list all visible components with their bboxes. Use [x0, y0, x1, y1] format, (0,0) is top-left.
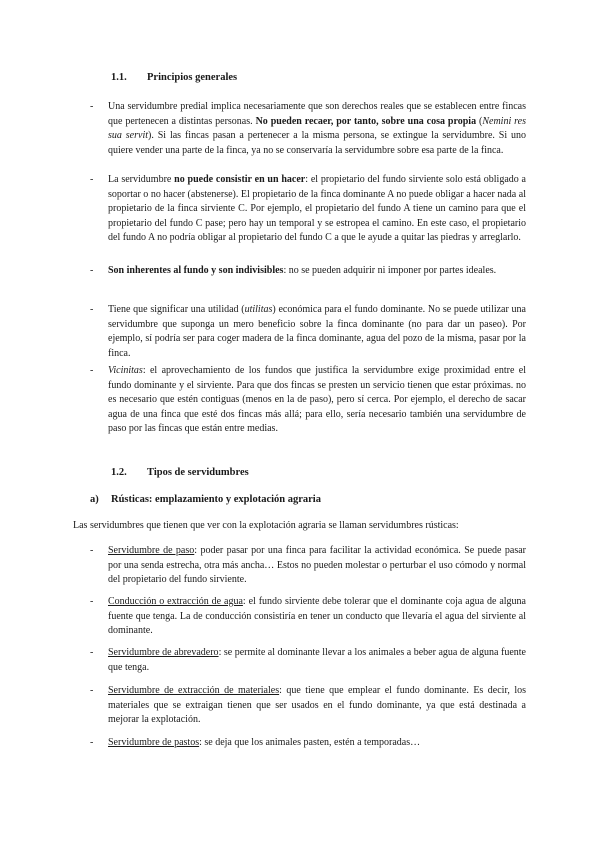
section-title: Principios generales — [147, 72, 238, 83]
list-item — [90, 364, 526, 437]
italic-text: Nemini res sua servit — [108, 115, 526, 142]
bullet-dash: - — [90, 596, 94, 607]
list-item — [90, 173, 526, 246]
underlined-term: Conducción o extracción de agua — [108, 596, 243, 607]
text-run: : que tiene que emplear el fundo dominante. Es decir, los materiales que se extraigan tienen que ser usados en el fundo dominante, ya que está destinada a mejorar la explotación. — [108, 685, 527, 726]
bullet-dash: - — [90, 545, 94, 556]
italic-text: Vicinitas — [108, 365, 143, 376]
text-run: La servidumbre — [108, 174, 175, 185]
list-item — [90, 684, 526, 728]
text-run: Tiene que significar una utilidad ( — [108, 304, 245, 315]
text-run: ) económica para el fundo dominante. No se puede utilizar una servidumbre que suponga un mero beneficio sobre la finca dominante (no para dar un paseo). Por ejemplo, sí podría ser para coger madera de la finca dominante, agua del pozo de la misma, pasar por la finca. — [108, 304, 526, 359]
bullet-dash: - — [90, 737, 94, 748]
italic-text: utilitas — [244, 304, 273, 315]
bullet-dash: - — [90, 647, 94, 658]
section-number: 1.2. — [111, 467, 127, 478]
list-item-text — [108, 544, 526, 588]
text-run: : el propietario del fundo sirviente solo está obligado a soportar o no hacer (abstenerse). El propietario de la finca dominante A no puede obligar a hacer nada al propietario de la finca sirviente C. Por ejemplo, el propietario del fundo A tiene un camino para que el propietario del fundo C pase; pero hay un temporal y se estropea el camino. En este caso, el propietario del fundo A no podría obligar al propietario del fundo C a que le ayude a quitar las piedras y arreglarlo. — [108, 174, 526, 244]
list-item — [90, 264, 526, 279]
text-run: : no se pueden adquirir ni imponer por partes ideales. — [283, 265, 497, 276]
list-item — [90, 303, 526, 361]
list-item-text — [108, 684, 526, 728]
bold-text: no puede consistir en un hacer — [174, 174, 306, 185]
subsection-heading-rusticas — [90, 494, 321, 505]
text-run: ). Si las fincas pasan a pertenecer a la misma persona, se extingue la servidumbre. Si uno quiere vender una parte de la finca, ya no se conservaría la servidumbre sobre esa parte de la finca. — [108, 130, 527, 156]
text-run: : el aprovechamiento de los fundos que justifica la servidumbre exige proximidad entre el fundo dominante y el sirviente. Para que dos fincas se presten un servicio tienen que estar próximas. no es necesario que estén contiguas (menos en la de paso), pero sí cerca. Por ejemplo, el derecho de sacar agua de una finca que esté dos fincas más allá; para ello, sería necesario también una servidumbre de paso por las fincas que están entre medias. — [108, 365, 526, 435]
list-item — [90, 544, 526, 588]
subsection-title: Rústicas: emplazamiento y explotación agraria — [111, 494, 321, 505]
bold-text: No pueden recaer, por tanto, sobre una cosa propia — [255, 115, 477, 127]
list-item — [90, 646, 526, 675]
bullet-dash: - — [90, 685, 94, 696]
underlined-term: Servidumbre de extracción de materiales — [108, 685, 280, 696]
list-item-text — [108, 364, 526, 437]
list-item — [90, 100, 526, 158]
text-run: Una servidumbre predial implica necesariamente que son derechos reales que se establecen entre fincas que pertenecen a distintas personas. — [108, 101, 526, 127]
text-run: : se deja que los animales pasten, estén a temporadas… — [199, 737, 421, 748]
list-item — [90, 736, 526, 751]
list-item-text — [108, 100, 526, 158]
subsection-number: a) — [90, 494, 99, 505]
intro-paragraph: Las servidumbres que tienen que ver con la explotación agraria se llaman servidumbres rústicas: — [73, 520, 459, 531]
underlined-term: Servidumbre de abrevadero — [108, 647, 219, 658]
list-item-text — [108, 264, 526, 279]
list-item-text — [108, 173, 526, 246]
text-run: : poder pasar por una finca para facilitar la actividad económica. Se puede pasar por una senda estrecha, otra más ancha… Estos no pueden molestar o perturbar el uso cómodo y normal del propietario del fundo sirviente. — [108, 545, 526, 586]
underlined-term: Servidumbre de paso — [108, 545, 195, 556]
bold-text: Son inherentes al fundo y son indivisibles — [108, 265, 284, 276]
bullet-dash: - — [90, 265, 94, 276]
text-run: : el fundo sirviente debe tolerar que el dominante coja agua de alguna fuente que tenga. La de conducción consistiría en tener un conducto que llevaría el agua del sirviente al dominante. — [108, 596, 526, 637]
list-item-text — [108, 646, 526, 675]
bullet-dash: - — [90, 101, 94, 112]
section-heading-principios — [111, 72, 237, 83]
bullet-dash: - — [90, 365, 94, 376]
section-title: Tipos de servidumbres — [147, 467, 249, 478]
bullet-dash: - — [90, 174, 94, 185]
list-item-text — [108, 595, 526, 639]
section-heading-tipos — [111, 467, 249, 478]
list-item-text — [108, 736, 526, 751]
list-item — [90, 595, 526, 639]
section-number: 1.1. — [111, 72, 127, 83]
text-run: : se permite al dominante llevar a los animales a beber agua de alguna fuente que tenga. — [108, 647, 526, 673]
list-item-text — [108, 303, 526, 361]
bullet-dash: - — [90, 304, 94, 315]
text-run: ( — [476, 115, 483, 127]
underlined-term: Servidumbre de pastos — [108, 737, 200, 748]
